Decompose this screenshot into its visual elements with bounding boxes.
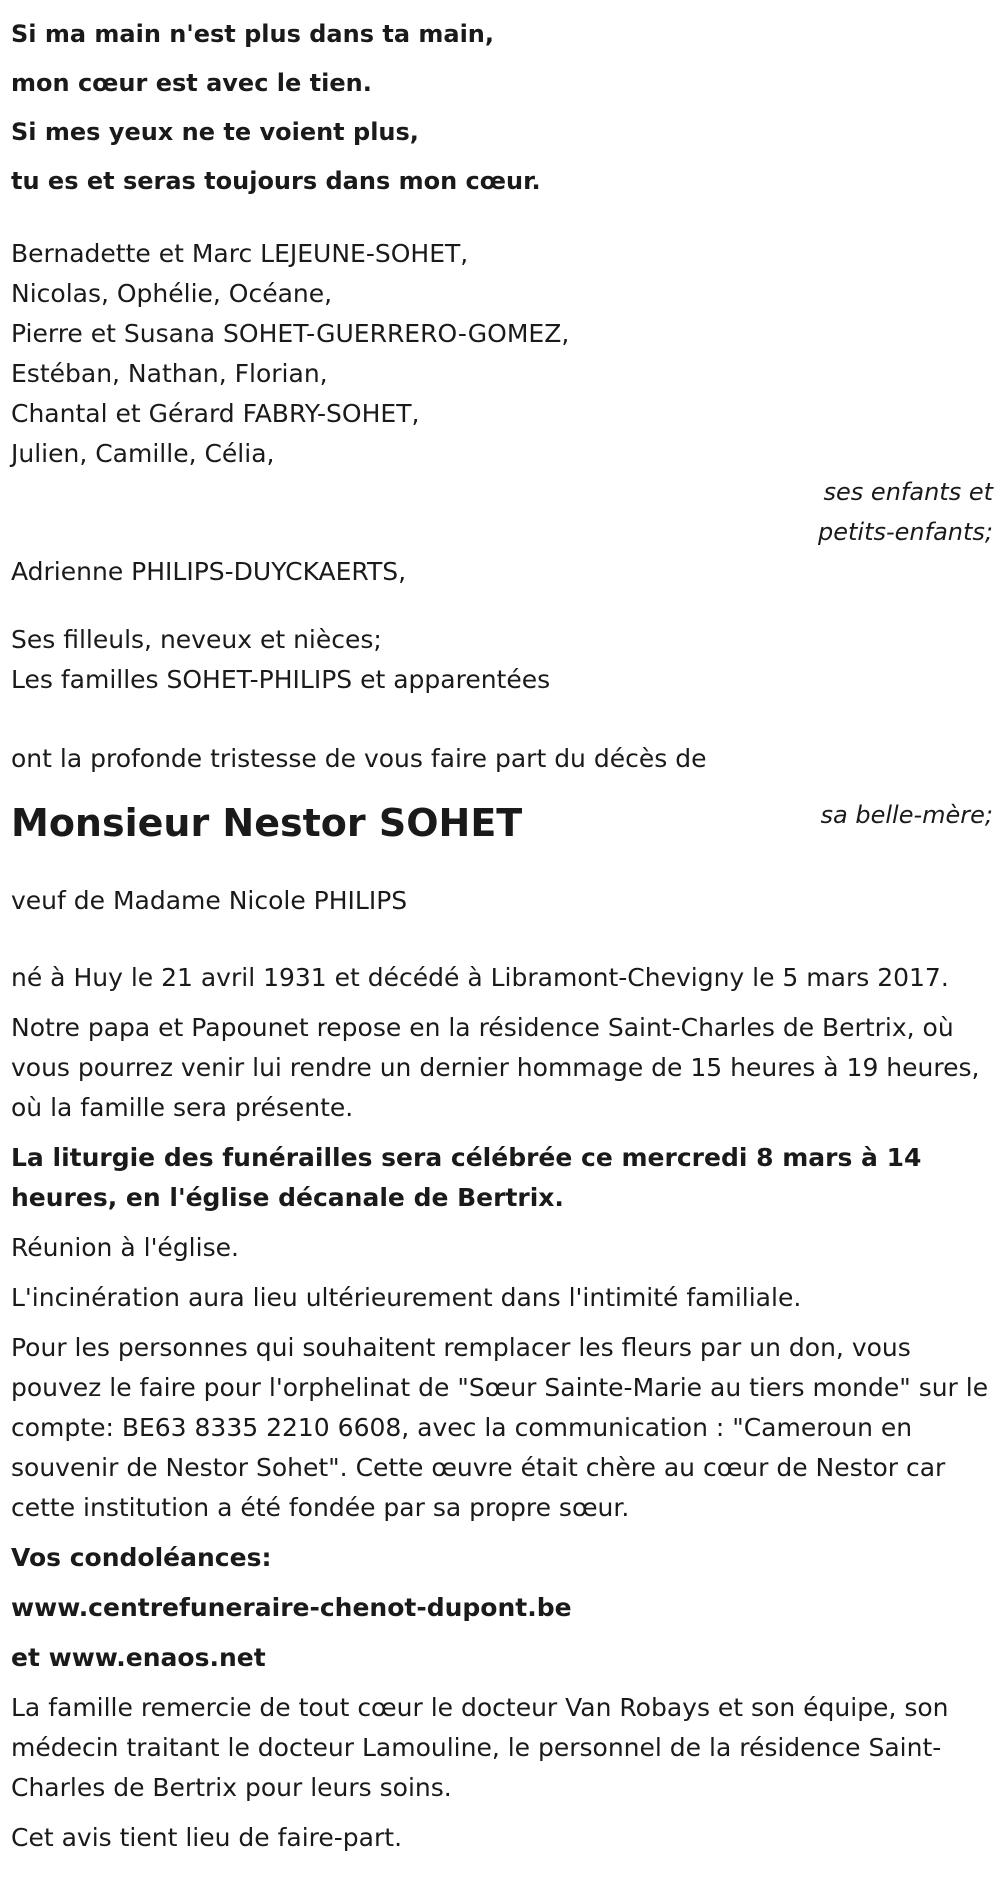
poem-line: mon cœur est avec le tien.	[11, 69, 372, 97]
children-role	[818, 472, 993, 552]
closing-note: Cet avis tient lieu de faire-part.	[11, 1823, 403, 1852]
obituary-notice	[11, 0, 993, 1868]
thanks-message: La famille remercie de tout cœur le docteur Van Robays et son équipe, son médecin traitant le docteur Lamouline, le personnel de la résidence Saint-Charles de Bertrix pour leurs soins.	[11, 1693, 949, 1802]
condolences-link-2[interactable]: et www.enaos.net	[11, 1643, 266, 1672]
spacer	[11, 700, 993, 739]
liturgy-info: La liturgie des funérailles sera célébrée ce mercredi 8 mars à 14 heures, en l'église décanale de Bertrix.	[11, 1143, 922, 1212]
condolences-label: Vos condoléances:	[11, 1543, 272, 1572]
family-member-line: Estéban, Nathan, Florian,	[11, 359, 328, 388]
family-member-line: Les familles SOHET-PHILIPS et apparentées	[11, 665, 551, 694]
family-member-line: Chantal et Gérard FABRY-SOHET,	[11, 399, 420, 428]
announcement: ont la profonde tristesse de vous faire part du décès de	[11, 744, 707, 773]
condolences-link-1[interactable]: www.centrefuneraire-chenot-dupont.be	[11, 1593, 572, 1622]
children-role-line: ses enfants et	[823, 478, 993, 506]
visitation-info: Notre papa et Papounet repose en la résidence Saint-Charles de Bertrix, où vous pourrez venir lui rendre un dernier hommage de 15 heures à 19 heures, où la famille sera présente.	[11, 1013, 980, 1122]
family-member-line: Pierre et Susana SOHET-GUERRERO-GOMEZ,	[11, 319, 570, 348]
poem-line: tu es et seras toujours dans mon cœur.	[11, 167, 541, 195]
deceased-name: Monsieur Nestor SOHET	[11, 801, 523, 845]
family-member-line: Julien, Camille, Célia,	[11, 439, 275, 468]
family-member-line: Bernadette et Marc LEJEUNE-SOHET,	[11, 239, 469, 268]
poem	[11, 0, 993, 206]
stepmother-role: sa belle-mère;	[820, 801, 993, 829]
family-member-line: Nicolas, Ophélie, Océane,	[11, 279, 333, 308]
stepmother-line: Adrienne PHILIPS-DUYCKAERTS,	[11, 557, 407, 586]
children-role-line: petits-enfants;	[818, 518, 993, 546]
meeting-info: Réunion à l'église.	[11, 1233, 239, 1262]
spacer	[11, 592, 993, 606]
donation-info: Pour les personnes qui souhaitent remplacer les fleurs par un don, vous pouvez le faire pour l'orphelinat de "Sœur Sainte-Marie au tiers monde" sur le compte: BE63 8335 2210 6608, avec la communication : "Cameroun en souvenir de Nestor Sohet". Cette œuvre était chère au cœur de Nestor car cette institution a été fondée par sa propre sœur.	[11, 1333, 989, 1522]
family-member-line: Ses filleuls, neveux et nièces;	[11, 625, 382, 654]
poem-line: Si ma main n'est plus dans ta main,	[11, 20, 495, 48]
spacer	[11, 606, 993, 620]
cremation-info: L'incinération aura lieu ultérieurement dans l'intimité familiale.	[11, 1283, 802, 1312]
poem-line: Si mes yeux ne te voient plus,	[11, 118, 419, 146]
widow-of: veuf de Madame Nicole PHILIPS	[11, 886, 408, 915]
birth-death-dates: né à Huy le 21 avril 1931 et décédé à Libramont-Chevigny le 5 mars 2017.	[11, 963, 949, 992]
